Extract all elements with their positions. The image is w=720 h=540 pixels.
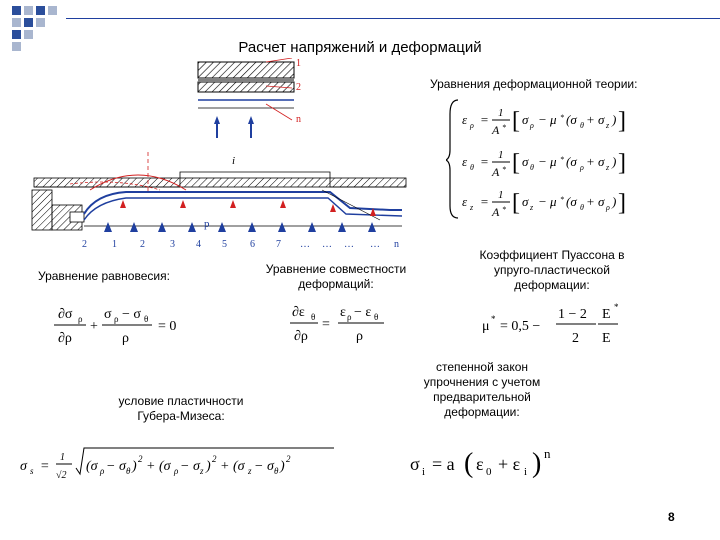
svg-text:z: z — [606, 163, 610, 172]
svg-text:2: 2 — [212, 454, 217, 464]
svg-text:): ) — [206, 459, 211, 474]
station-label: 1 — [112, 239, 117, 250]
pressure-mark-p: p — [204, 218, 210, 230]
svg-text:= 0: = 0 — [158, 319, 177, 334]
label-poisson: Коэффициент Пуассона в упруго-пластической деформации: — [479, 248, 625, 292]
deco-square — [24, 30, 33, 39]
deformation-theory-equations — [446, 94, 666, 224]
svg-text:− ε: − ε — [354, 305, 372, 320]
svg-text:=: = — [322, 317, 330, 332]
svg-text:ε: ε — [462, 112, 468, 127]
svg-text:θ: θ — [311, 312, 316, 322]
svg-text:z: z — [530, 203, 534, 212]
svg-text:=: = — [40, 459, 50, 474]
svg-text:(σ: (σ — [566, 154, 577, 169]
slide-title: Расчет напряжений и деформаций — [238, 39, 482, 56]
svg-text:2: 2 — [286, 454, 291, 464]
svg-text:ρ: ρ — [356, 329, 363, 344]
label-compatibility: Уравнение совместности деформаций: — [265, 262, 407, 291]
svg-text:ρ: ρ — [530, 121, 534, 130]
svg-text:∂ρ: ∂ρ — [294, 329, 308, 344]
station-label: 5 — [222, 239, 227, 250]
svg-text:+: + — [90, 319, 98, 334]
layer-mark-n: n — [296, 114, 301, 125]
svg-text:ε: ε — [462, 194, 468, 209]
station-label: 2 — [140, 239, 145, 250]
svg-text:*: * — [560, 195, 564, 204]
svg-text:*: * — [560, 155, 564, 164]
svg-text:(σ: (σ — [86, 459, 98, 474]
svg-text:− σ: − σ — [106, 459, 126, 474]
svg-text:s: s — [30, 466, 34, 476]
svg-text:]: ] — [618, 150, 626, 176]
svg-text:+ (σ: + (σ — [146, 459, 171, 474]
svg-text:): ) — [280, 459, 285, 474]
equilibrium-equation — [52, 300, 202, 350]
poisson-equation — [478, 298, 648, 350]
svg-text:ρ: ρ — [122, 331, 129, 346]
die-layer-diagram — [196, 58, 316, 140]
svg-text:ρ: ρ — [470, 121, 474, 130]
station-label: 7 — [276, 239, 281, 250]
svg-text:z: z — [200, 466, 204, 476]
svg-text:ε: ε — [340, 305, 346, 320]
svg-text:ρ: ρ — [100, 466, 105, 476]
svg-text:1: 1 — [498, 189, 504, 201]
svg-text:= 0,5 −: = 0,5 − — [500, 319, 541, 334]
svg-text:μ: μ — [482, 319, 490, 334]
label-plasticity: условие пластичности Губера-Мизеса: — [118, 394, 244, 423]
svg-text:+ σ: + σ — [586, 154, 605, 169]
svg-text:*: * — [614, 302, 619, 312]
station-label: 3 — [170, 239, 175, 250]
svg-text:1 − 2: 1 − 2 — [558, 307, 587, 322]
svg-text:θ: θ — [580, 203, 584, 212]
svg-text:A: A — [492, 165, 500, 179]
svg-text:ρ: ρ — [78, 314, 83, 324]
svg-text:+ σ: + σ — [586, 194, 605, 209]
svg-text:− σ: − σ — [180, 459, 200, 474]
svg-text:σ: σ — [522, 194, 529, 209]
svg-text:− σ: − σ — [122, 307, 141, 322]
station-label: 2 — [82, 239, 87, 250]
forming-diagram — [30, 150, 410, 240]
svg-text:1: 1 — [498, 149, 504, 161]
station-label: … — [370, 239, 380, 250]
svg-text:[: [ — [512, 150, 520, 176]
svg-text:∂σ: ∂σ — [58, 307, 73, 322]
compatibility-equation — [288, 298, 408, 350]
page-number: 8 — [668, 510, 675, 524]
svg-text:*: * — [502, 165, 506, 174]
svg-text:− μ: − μ — [538, 112, 557, 127]
svg-text:): ) — [612, 112, 617, 127]
station-label: … — [322, 239, 332, 250]
svg-text:=: = — [480, 112, 489, 127]
svg-text:− μ: − μ — [538, 194, 557, 209]
svg-text:[: [ — [512, 108, 520, 134]
deco-square — [36, 6, 45, 15]
svg-text:z: z — [606, 121, 610, 130]
power-law-equation — [408, 440, 578, 480]
svg-text:ε: ε — [462, 154, 468, 169]
svg-text:A: A — [492, 205, 500, 219]
svg-text:ρ: ρ — [347, 312, 352, 322]
svg-text:2: 2 — [138, 454, 143, 464]
svg-text:*: * — [560, 113, 564, 122]
title-rule — [66, 18, 720, 19]
svg-text:ρ: ρ — [174, 466, 179, 476]
svg-text:+ ε: + ε — [498, 454, 521, 474]
svg-text:θ: θ — [580, 121, 584, 130]
svg-text:σ: σ — [522, 154, 529, 169]
mark-i: i — [232, 155, 236, 167]
svg-text:√2: √2 — [56, 470, 67, 481]
layer-mark-2: 2 — [296, 82, 301, 93]
svg-text:ε: ε — [476, 454, 484, 474]
svg-text:− μ: − μ — [538, 154, 557, 169]
svg-text:= a: = a — [432, 454, 455, 474]
svg-text:[: [ — [512, 190, 520, 216]
svg-text:i: i — [524, 466, 528, 478]
svg-text:n: n — [544, 446, 551, 461]
svg-text:ρ: ρ — [606, 203, 610, 212]
deco-square — [12, 30, 21, 39]
svg-text:ρ: ρ — [580, 163, 584, 172]
svg-text:2: 2 — [572, 331, 579, 346]
svg-text:1: 1 — [60, 452, 65, 463]
deco-square — [24, 18, 33, 27]
deco-square — [12, 18, 21, 27]
label-equilibrium: Уравнение равновесия: — [38, 269, 170, 283]
label-deformation-theory: Уравнения деформационной теории: — [430, 77, 638, 91]
svg-text:*: * — [502, 123, 506, 132]
svg-text:(: ( — [464, 448, 474, 479]
svg-text:): ) — [612, 194, 617, 209]
svg-text:σ: σ — [20, 459, 27, 474]
layer-mark-1: 1 — [296, 58, 301, 69]
svg-text:θ: θ — [470, 163, 474, 172]
station-label: 4 — [196, 239, 201, 250]
svg-text:): ) — [132, 459, 137, 474]
deco-square — [12, 6, 21, 15]
label-power-law: степенной закон упрочнения с учетом предварительной деформации: — [423, 360, 541, 419]
svg-text:θ: θ — [530, 163, 534, 172]
svg-text:∂ε: ∂ε — [292, 305, 305, 320]
svg-text:θ: θ — [144, 314, 149, 324]
svg-text:(σ: (σ — [566, 194, 577, 209]
svg-text:i: i — [422, 466, 426, 478]
station-label: n — [394, 239, 399, 250]
deco-square — [48, 6, 57, 15]
svg-text:θ: θ — [374, 312, 379, 322]
svg-text:A: A — [492, 123, 500, 137]
svg-text:+ (σ: + (σ — [220, 459, 245, 474]
station-label: 6 — [250, 239, 255, 250]
svg-text:0: 0 — [486, 466, 492, 478]
svg-text:(σ: (σ — [566, 112, 577, 127]
svg-text:− σ: − σ — [254, 459, 274, 474]
svg-text:θ: θ — [274, 466, 279, 476]
svg-text:ρ: ρ — [114, 314, 119, 324]
svg-text:σ: σ — [522, 112, 529, 127]
svg-text:σ: σ — [410, 454, 420, 474]
svg-text:+ σ: + σ — [586, 112, 605, 127]
svg-text:∂ρ: ∂ρ — [58, 331, 72, 346]
svg-text:*: * — [491, 314, 496, 324]
svg-text:=: = — [480, 154, 489, 169]
svg-text:): ) — [532, 448, 542, 479]
deco-square — [36, 18, 45, 27]
svg-text:]: ] — [618, 108, 626, 134]
svg-text:): ) — [612, 154, 617, 169]
svg-text:E: E — [602, 307, 611, 322]
station-label: … — [300, 239, 310, 250]
svg-text:=: = — [480, 194, 489, 209]
svg-text:1: 1 — [498, 107, 504, 119]
deco-square — [24, 6, 33, 15]
svg-text:*: * — [502, 205, 506, 214]
huber-mises-equation — [18, 440, 338, 490]
svg-text:]: ] — [618, 190, 626, 216]
svg-text:θ: θ — [126, 466, 131, 476]
station-numbers — [80, 239, 410, 253]
svg-text:E: E — [602, 331, 611, 346]
svg-text:z: z — [470, 203, 474, 212]
station-label: … — [344, 239, 354, 250]
svg-text:z: z — [248, 466, 252, 476]
svg-text:σ: σ — [104, 307, 112, 322]
